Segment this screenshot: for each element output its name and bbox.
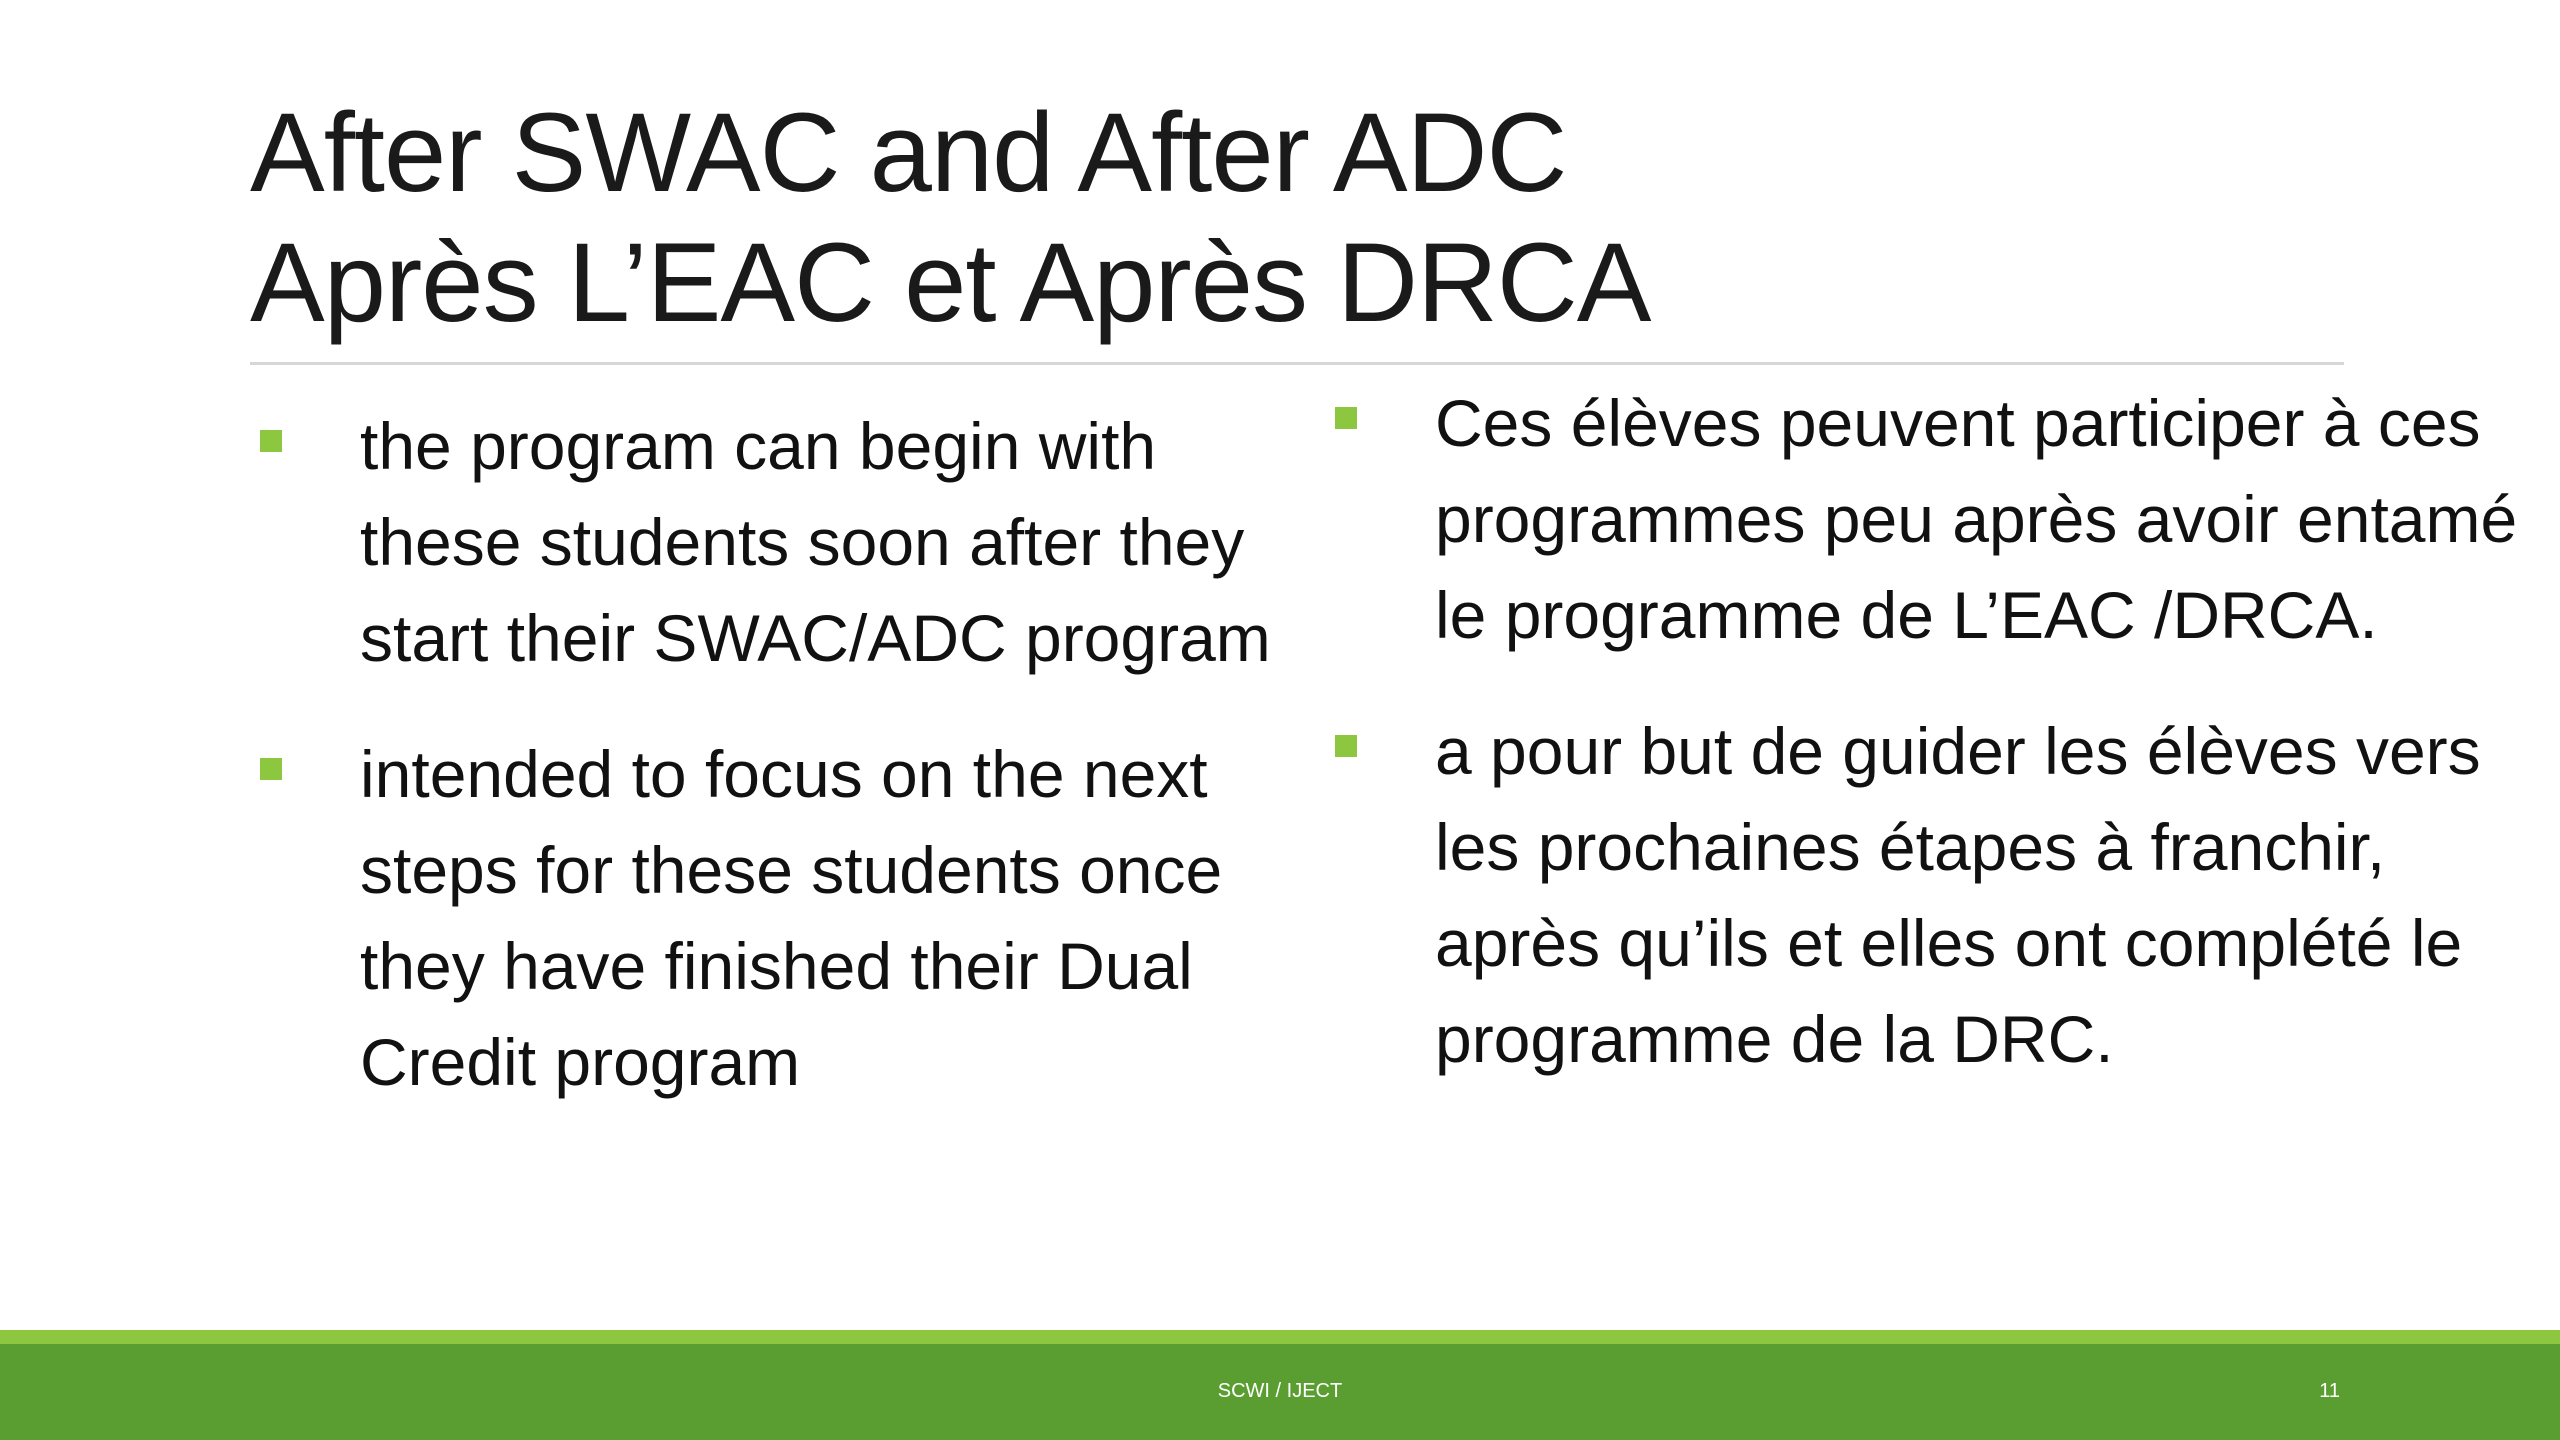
- list-item: [1325, 375, 2540, 663]
- list-item: [250, 398, 1330, 686]
- square-bullet-icon: [260, 758, 282, 780]
- square-bullet-icon: [1335, 407, 1357, 429]
- list-item: [250, 726, 1330, 1110]
- bullet-text: a pour but de guider les élèves vers les prochaines étapes à franchir, après qu’ils et elles ont complété le programme de la DRC.: [1435, 714, 2481, 1076]
- footer-accent-stripe: [0, 1330, 2560, 1344]
- list-item: [1325, 703, 2540, 1087]
- square-bullet-icon: [1335, 735, 1357, 757]
- bullet-text: the program can begin with these students soon after they start their SWAC/ADC program: [360, 409, 1271, 675]
- footer-label: SCWI / IJECT: [1217, 1380, 1343, 1402]
- title-line-english: After SWAC and After ADC: [250, 90, 1567, 215]
- title-divider: [250, 362, 2344, 365]
- slide-title: [250, 88, 2350, 348]
- bullet-text: intended to focus on the next steps for these students once they have finished their Dual Credit program: [360, 737, 1223, 1099]
- page-number: 11: [2319, 1380, 2340, 1402]
- square-bullet-icon: [260, 430, 282, 452]
- bullet-text: Ces élèves peuvent participer à ces programmes peu après avoir entamé le programme de L’EAC /DRCA.: [1435, 386, 2518, 652]
- title-line-french: Après L’EAC et Après DRCA: [250, 220, 1651, 345]
- french-bullet-list: [1325, 375, 2540, 1127]
- english-bullet-list: [250, 398, 1330, 1150]
